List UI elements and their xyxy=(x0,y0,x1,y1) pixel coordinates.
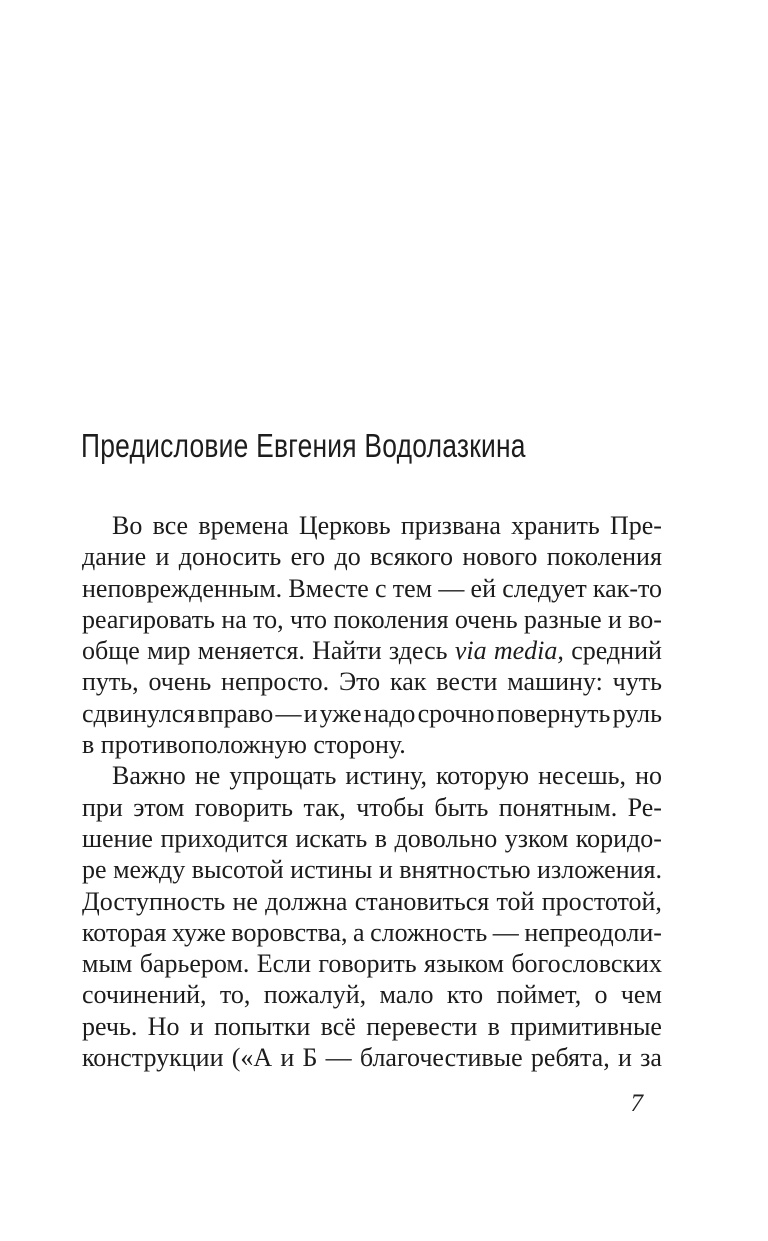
word: изложения. xyxy=(537,855,662,885)
word: Во xyxy=(112,511,143,540)
text-line xyxy=(82,792,662,823)
word: не xyxy=(194,761,221,791)
word: — xyxy=(325,1043,352,1073)
word: следует xyxy=(502,573,587,603)
word: попытки xyxy=(214,1011,311,1041)
word: и xyxy=(378,855,393,885)
word: в xyxy=(487,1011,500,1041)
word: его xyxy=(290,542,326,572)
word: все xyxy=(152,511,189,540)
word: коридо- xyxy=(575,823,662,853)
word: языком xyxy=(424,949,504,979)
word: во- xyxy=(628,604,662,634)
word: примитивные xyxy=(510,1011,662,1041)
word: как xyxy=(390,667,427,697)
word: via xyxy=(454,636,487,666)
word: Б xyxy=(302,1043,318,1073)
word: надо xyxy=(363,698,416,728)
word: вправо xyxy=(197,698,274,728)
word: то, xyxy=(219,980,251,1010)
word: повернуть xyxy=(496,698,611,728)
text-segment: в противоположную сторону. xyxy=(82,730,406,760)
word: ей xyxy=(470,573,496,603)
word: Но xyxy=(147,1011,180,1041)
word: на xyxy=(221,604,247,634)
word: приходится xyxy=(160,823,288,853)
word: этом xyxy=(133,792,185,822)
word: всякого xyxy=(370,542,453,572)
word: и xyxy=(607,604,622,634)
word: воровства, xyxy=(231,917,348,947)
text-line xyxy=(82,823,662,854)
word: и xyxy=(155,542,170,572)
word: поколения xyxy=(333,604,449,634)
word: простотой, xyxy=(541,886,662,916)
text-line xyxy=(82,573,662,604)
word: высотой xyxy=(191,855,284,885)
word: срочно xyxy=(417,698,495,728)
word: истину, xyxy=(345,761,427,791)
word: внятностью xyxy=(399,855,531,885)
word: Если xyxy=(256,949,312,979)
word: быть xyxy=(434,792,489,822)
word: в xyxy=(374,823,387,853)
word: той xyxy=(496,886,535,916)
word: и xyxy=(280,1043,295,1073)
word: Пре- xyxy=(609,511,662,540)
word: истины xyxy=(290,855,373,885)
word: обще xyxy=(82,636,140,666)
word: — xyxy=(275,698,302,728)
word: узком xyxy=(504,823,569,853)
text-line xyxy=(82,510,662,541)
word: так, xyxy=(303,792,346,822)
word: мым xyxy=(82,949,133,979)
word: которую xyxy=(436,761,530,791)
word: пожалуй, xyxy=(263,980,367,1010)
word: сочинений, xyxy=(82,980,207,1010)
word: Вместе xyxy=(288,573,369,603)
word: уже xyxy=(319,698,362,728)
word: говорить xyxy=(194,792,294,822)
word: шение xyxy=(82,823,153,853)
word: при xyxy=(82,792,123,822)
text-line xyxy=(82,886,662,917)
word: то, xyxy=(253,604,284,634)
word: и xyxy=(189,1011,204,1041)
word: которая xyxy=(82,917,167,947)
word: Это xyxy=(338,667,381,697)
word: поколения xyxy=(546,542,662,572)
text-line xyxy=(82,635,662,666)
word: кто xyxy=(446,980,484,1010)
word: перевести xyxy=(366,1011,478,1041)
word: между xyxy=(113,855,186,885)
text-line xyxy=(82,729,662,760)
text-line xyxy=(82,1042,662,1073)
word: Найти xyxy=(312,636,382,666)
word: вести xyxy=(436,667,498,697)
word: Церковь xyxy=(298,511,391,540)
word: должна xyxy=(265,886,348,916)
word: меняется. xyxy=(197,636,305,666)
word: нового xyxy=(462,542,538,572)
text-line xyxy=(82,698,662,729)
word: тем xyxy=(392,573,433,603)
word: здесь xyxy=(388,636,448,666)
page-number: 7 xyxy=(630,1090,643,1117)
word: богословских xyxy=(511,949,662,979)
text-line xyxy=(82,948,662,979)
word: несешь, xyxy=(538,761,627,791)
text-line xyxy=(82,917,662,948)
word: мало xyxy=(379,980,434,1010)
word: говорить xyxy=(318,949,417,979)
word: становиться xyxy=(354,886,490,916)
word: мир xyxy=(147,636,191,666)
word: хранить xyxy=(511,511,600,540)
word: средний xyxy=(571,636,662,666)
word: сложность xyxy=(370,917,488,947)
word: — xyxy=(438,573,465,603)
text-line xyxy=(82,854,662,885)
word: дание xyxy=(82,542,147,572)
word: что xyxy=(289,604,328,634)
word: а xyxy=(353,917,365,947)
word: очень xyxy=(148,667,212,697)
word: чтобы xyxy=(356,792,424,822)
text-line xyxy=(82,541,662,572)
word: как-то xyxy=(592,573,662,603)
paragraph xyxy=(82,760,662,1073)
word: Ре- xyxy=(627,792,662,822)
word: — xyxy=(492,917,519,947)
word: барьером. xyxy=(139,949,250,979)
word: руль xyxy=(612,698,662,728)
word: довольно xyxy=(394,823,498,853)
word: машину: xyxy=(507,667,603,697)
word: и xyxy=(303,698,318,728)
word: сдвинулся xyxy=(82,698,196,728)
word: упрощать xyxy=(229,761,337,791)
word: непреодоли- xyxy=(524,917,662,947)
text-block xyxy=(82,510,662,1073)
word: благочестивые xyxy=(359,1043,523,1073)
word: реагировать xyxy=(82,604,215,634)
word: ре xyxy=(82,855,107,885)
word: непросто. xyxy=(221,667,330,697)
word: всё xyxy=(320,1011,356,1041)
text-line xyxy=(82,760,662,791)
word: путь, xyxy=(82,667,139,697)
text-line xyxy=(82,604,662,635)
word: разные xyxy=(523,604,602,634)
text-line xyxy=(82,1011,662,1042)
word: времена xyxy=(198,511,289,540)
word: но xyxy=(635,761,662,791)
word: хуже xyxy=(172,917,226,947)
paragraph xyxy=(82,510,662,760)
word: с xyxy=(375,573,387,603)
text-line xyxy=(82,979,662,1010)
word: конструкции xyxy=(82,1043,224,1073)
word: очень xyxy=(454,604,518,634)
word: призвана xyxy=(400,511,501,540)
word: за xyxy=(640,1043,662,1073)
word: неповрежденным. xyxy=(82,573,283,603)
word: чем xyxy=(620,980,662,1010)
word: ребята, xyxy=(530,1043,610,1073)
word: media, xyxy=(493,636,564,666)
word: и xyxy=(617,1043,632,1073)
word: поймет, xyxy=(496,980,582,1010)
text-line xyxy=(82,666,662,697)
word: о xyxy=(594,980,608,1010)
word: чуть xyxy=(612,667,662,697)
word: не xyxy=(232,886,258,916)
word: до xyxy=(334,542,361,572)
word: речь. xyxy=(82,1011,138,1041)
word: искать xyxy=(295,823,368,853)
word: доносить xyxy=(178,542,282,572)
word: («А xyxy=(231,1043,273,1073)
word: понятным. xyxy=(498,792,618,822)
word: Доступность xyxy=(82,886,226,916)
word: Важно xyxy=(112,761,186,791)
page-title: Предисловие Евгения Водолазкина xyxy=(81,427,526,464)
